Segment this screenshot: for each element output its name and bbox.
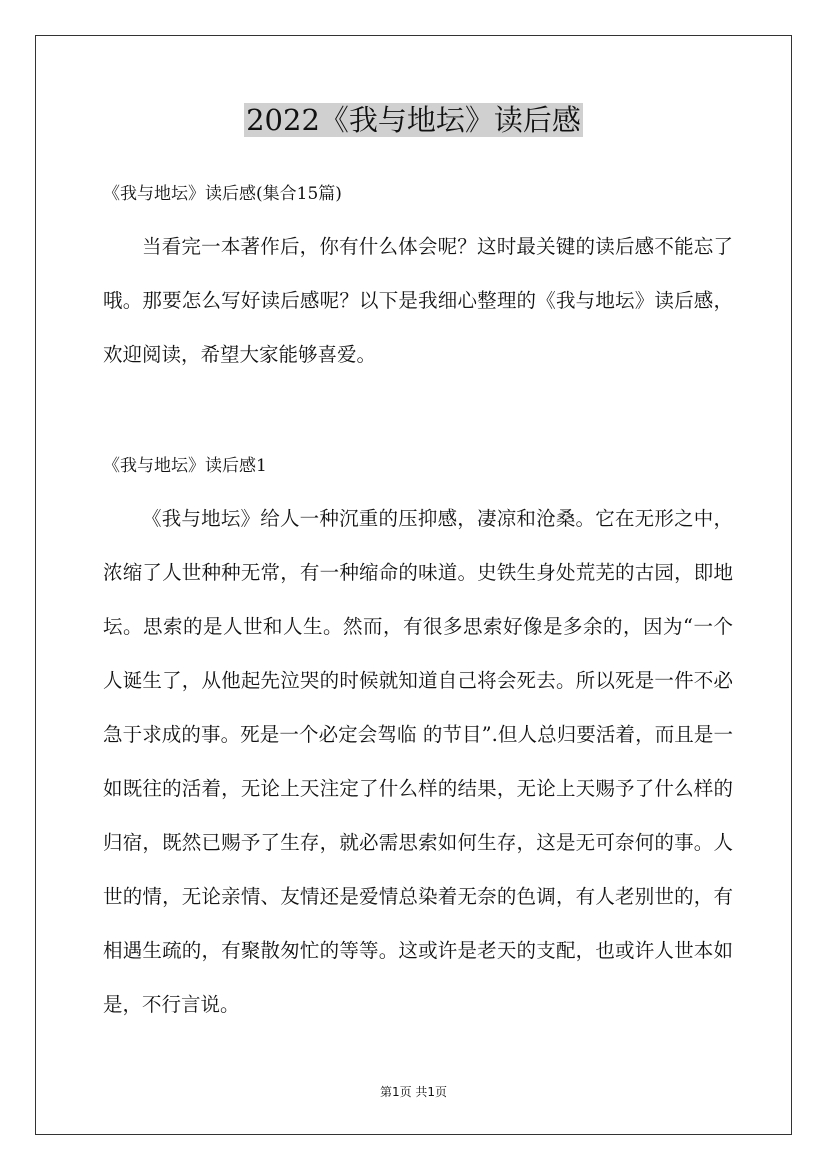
document-title xyxy=(0,100,827,140)
document-title-text: 2022《我与地坛》读后感 xyxy=(246,103,581,137)
section-body-paragraph: 《我与地坛》给人一种沉重的压抑感，凄凉和沧桑。它在无形之中，浓缩了人世种种无常，有一种缩命的味道。史铁生身处荒芜的古园，即地坛。思索的是人世和人生。然而，有很多思索好像是多余的，因为“一个人诞生了，从他起先泣哭的时候就知道自己将会死去。所以死是一件不必急于求成的事。死是一个必定会驾临 的节目”.但人总归要活着，而且是一如既往的活着，无论上天注定了什么样的结果，无论上天赐予了什么样的归宿，既然已赐予了生存，就必需思索如何生存，这是无可奈何的事。人世的情，无论亲情、友情还是爱情总染着无奈的色调，有人老别世的，有相遇生疏的，有聚散匆忙的等等。这或许是老天的支配，也或许人世本如是，不行言说。 xyxy=(103,507,733,1016)
document-subtitle: 《我与地坛》读后感(集合15篇) xyxy=(103,184,342,204)
section-heading: 《我与地坛》读后感1 xyxy=(103,456,267,476)
page-footer: 第1页 共1页 xyxy=(379,1085,448,1099)
intro-paragraph: 当看完一本著作后，你有什么体会呢？这时最关键的读后感不能忘了哦。那要怎么写好读后感呢？以下是我细心整理的《我与地坛》读后感，欢迎阅读，希望大家能够喜爱。 xyxy=(103,235,733,366)
